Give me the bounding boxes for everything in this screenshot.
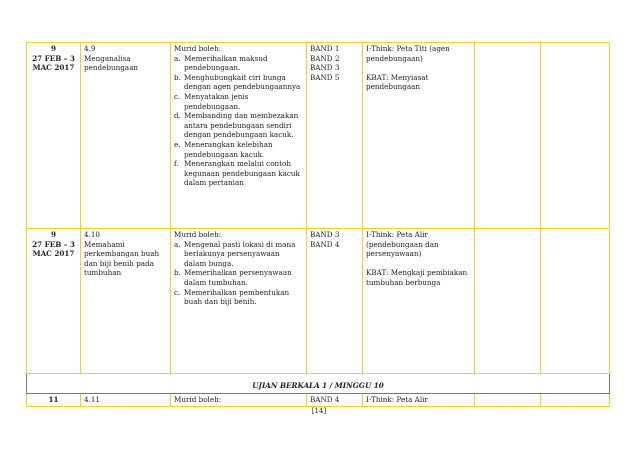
empty-cell — [541, 43, 610, 229]
band-label: BAND 1 — [310, 44, 340, 53]
lesson-plan-table — [26, 42, 610, 407]
empty-cell — [541, 394, 610, 407]
list-item: f. Menerangkan melalui contoh kegunaan pendebungaan kacuk dalam pertanian — [174, 159, 300, 188]
list-item: c. Memerihalkan pembentukan buah dan biji benih. — [174, 287, 290, 307]
kbat-note: KBAT: Menyiasat pendebungaan — [366, 72, 429, 92]
ithink-note: I-Think: Peta Alir (pendebungaan dan persenyawaan) — [366, 230, 439, 259]
standard-cell — [81, 229, 171, 374]
standard-cell — [81, 43, 171, 229]
list-item: a. Mengenal pasti lokasi di mana berlakunya persenyawaan dalam bunga. — [174, 239, 296, 268]
standard-title: Menganalisa pendebungaan — [84, 53, 138, 73]
list-item: e. Menerangkan kelebihan pendebungaan kacuk. — [174, 139, 273, 159]
band-cell — [307, 43, 363, 229]
exam-banner — [27, 374, 610, 394]
standard-code: 4.11 — [81, 394, 171, 407]
empty-cell — [475, 43, 541, 229]
week-cell — [27, 229, 81, 374]
empty-cell — [475, 394, 541, 407]
objectives-cell — [171, 43, 307, 229]
list-item: b. Memerihalkan persenyawaan dalam tumbuhan. — [174, 268, 292, 287]
table-row — [27, 394, 610, 407]
band-label: BAND 2 — [310, 53, 340, 63]
table-row — [27, 229, 610, 374]
exam-banner-text: UJIAN BERKALA 1 / MINGGU 10 — [252, 381, 384, 390]
band-cell — [307, 229, 363, 374]
week-cell — [27, 43, 81, 229]
objectives-cell — [171, 229, 307, 374]
week-number: 11 — [27, 394, 81, 407]
empty-cell — [541, 229, 610, 374]
objectives-intro: Murid boleh: — [174, 44, 222, 53]
notes-cell — [363, 229, 475, 374]
ithink-note: I-Think: Peta Titi (agen pendebungaan) — [366, 44, 450, 63]
list-item: c. Menyatakan jenis pendebungaan. — [174, 91, 249, 111]
band-label: BAND 4 — [307, 394, 363, 407]
list-item: d. Membanding dan membezakan antara pendebungaan sendiri dengan pendebungaan kacuk. — [174, 111, 299, 140]
list-item: a. Memerihalkan maksud pendebungaan. — [174, 53, 268, 73]
objectives-intro: Murid boleh: — [174, 230, 222, 239]
page-number: [14] — [311, 407, 327, 415]
standard-title: Memahami perkembangan buah dan biji benih pada tumbuhan — [84, 239, 160, 278]
week-number: 9 — [50, 44, 56, 53]
notes-cell — [363, 43, 475, 229]
band-label: BAND 5 — [310, 72, 340, 82]
ithink-note: I-Think: Peta Alir — [363, 394, 475, 407]
kbat-note: KBAT: Mengkaji pembiakan tumbuhan berbunga — [366, 268, 468, 287]
empty-cell — [475, 229, 541, 374]
standard-code: 4.9 — [84, 44, 96, 53]
band-label: BAND 4 — [310, 239, 340, 249]
list-item: b. Menghubungkait ciri bunga dengan agen pendebungaannya — [174, 72, 301, 92]
objectives-intro: Murid boleh: — [171, 394, 307, 407]
standard-code: 4.10 — [84, 230, 101, 239]
table-row — [27, 43, 610, 229]
week-dates: 27 FEB – 3 MAC 2017 — [32, 53, 75, 73]
band-label: BAND 3 — [310, 63, 340, 73]
band-label: BAND 3 — [310, 230, 340, 239]
week-dates: 27 FEB – 3 MAC 2017 — [32, 239, 75, 259]
exam-banner-row — [27, 374, 610, 394]
week-number: 9 — [50, 230, 56, 239]
